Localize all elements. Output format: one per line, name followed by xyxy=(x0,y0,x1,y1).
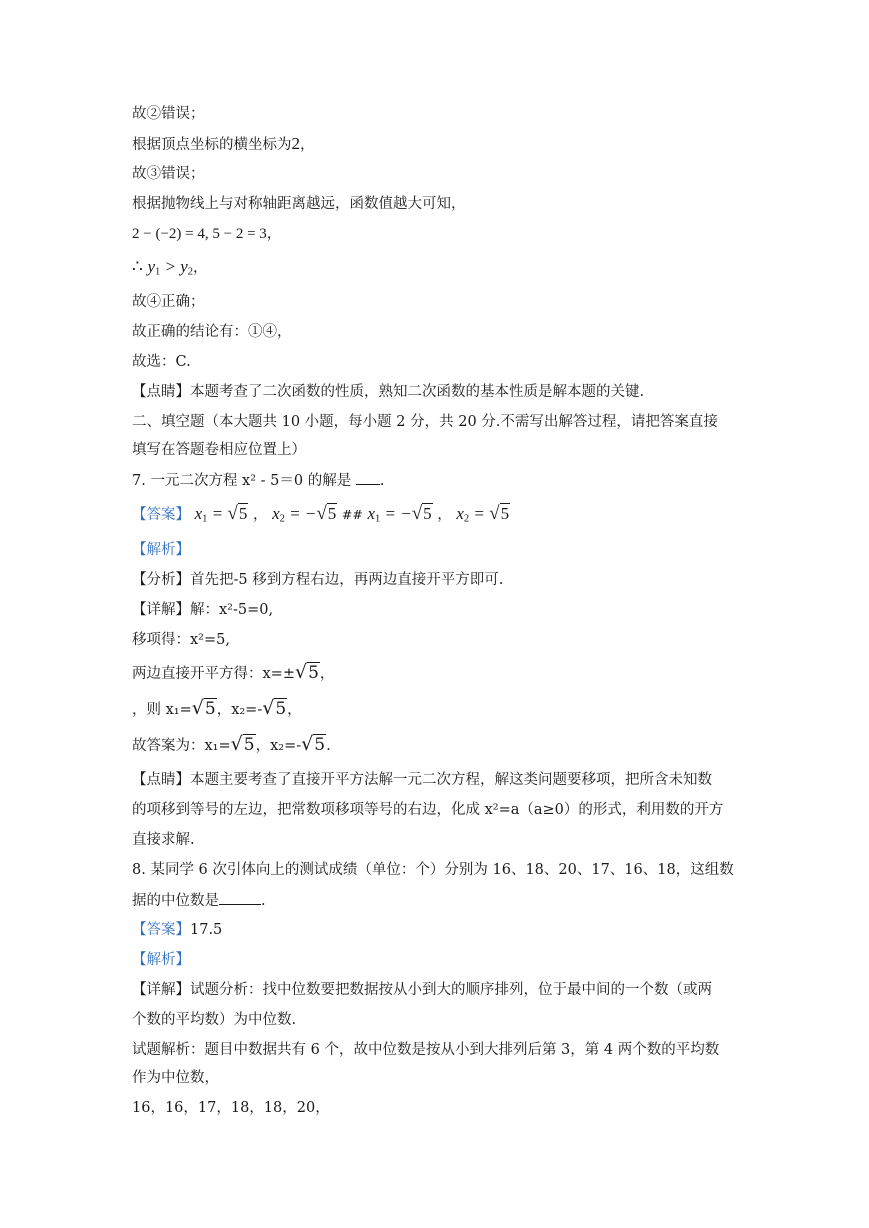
text-span: x₂=- xyxy=(270,738,302,754)
text-line: 二、填空题（本大题共 10 小题，每小题 2 分，共 20 分.不需写出解答过程，请把答案直接 xyxy=(132,414,718,430)
text-line: 直接求解. xyxy=(132,832,195,848)
section-label: 【详解】 xyxy=(132,602,190,618)
sqrt-expression: √5 xyxy=(191,697,216,719)
text-line: 的项移到等号的左边，把常数项移项等号的右边，化成 x²=a（a≥0）的形式，利用数的开方 xyxy=(132,802,724,818)
text-line xyxy=(132,224,281,244)
math-solution: $x_2 = √5$ xyxy=(456,503,510,525)
text-line xyxy=(132,570,503,590)
sqrt-radicand: 5 xyxy=(243,735,255,755)
text-span: ， xyxy=(319,666,335,682)
text-line: 故④正确； xyxy=(132,294,205,310)
sqrt-radicand: 5 xyxy=(500,504,510,523)
answer-blank xyxy=(219,890,261,905)
text-span: ， xyxy=(266,226,282,242)
text-line xyxy=(132,890,266,911)
text-line xyxy=(132,770,712,790)
text-span: 本题主要考查了直接开平方法解一元二次方程，解这类问题要移项，把所含未知数 xyxy=(190,772,712,788)
text-span: x₂=- xyxy=(231,702,263,718)
section-label: 【详解】 xyxy=(132,982,190,998)
text-span: 首先把-5 移到方程右边，再两边直接开平方即可. xyxy=(190,572,504,588)
text-span: . xyxy=(326,738,331,754)
text-line xyxy=(132,980,712,1000)
text-line xyxy=(132,134,315,155)
text-span: ，则 x₁= xyxy=(132,702,192,718)
math-solution: $x_1 = -√5$ xyxy=(367,503,432,525)
text-span: ， xyxy=(300,137,315,153)
sqrt-expression: √5 xyxy=(301,733,326,755)
text-line: 根据抛物线上与对称轴距离越远，函数值越大可知， xyxy=(132,196,466,212)
text-line: 个数的平均数）为中位数. xyxy=(132,1012,297,1028)
math-inequality: $y_1 > y_2$ xyxy=(147,257,194,278)
text-line xyxy=(132,257,208,283)
section-label: 【点睛】 xyxy=(132,772,190,788)
answer-7: 【答案】 $x_1 = √5$ ， $x_2 = -√5$ ## $x_1 = -√5$ ， $x_2 = √5$ xyxy=(132,503,510,525)
sqrt-radicand: 5 xyxy=(275,699,287,719)
sqrt-expression: √5 xyxy=(294,661,319,683)
answer-value: 17.5 xyxy=(190,922,223,938)
sqrt-radicand: 5 xyxy=(238,504,248,523)
sqrt-radicand: 5 xyxy=(204,699,216,719)
text-line xyxy=(132,600,273,620)
answer-blank xyxy=(356,470,380,485)
text-line xyxy=(132,734,331,756)
question-text: 7. 一元二次方程 x² - 5＝0 的解是 xyxy=(132,473,352,489)
sqrt-radicand: 5 xyxy=(327,504,337,523)
text-span: 据的中位数是 xyxy=(132,893,219,909)
text-line: 移项得：x²=5, xyxy=(132,632,230,648)
text-line xyxy=(132,662,334,684)
text-line xyxy=(132,698,302,720)
text-span: ， xyxy=(255,738,271,754)
analysis-label: 【解析】 xyxy=(132,542,190,558)
sqrt-radicand: 5 xyxy=(423,504,432,523)
text-span: 两边直接开平方得：x=± xyxy=(132,666,295,682)
text-line: 16，16，17，18，18，20， xyxy=(132,1100,330,1116)
section-label: 【分析】 xyxy=(132,572,190,588)
therefore-symbol: ∴ xyxy=(132,257,143,277)
sqrt-expression: √5 xyxy=(230,733,255,755)
section-label: 【点睛】 xyxy=(132,384,190,400)
text-span: 本题考查了二次函数的性质，熟知二次函数的基本性质是解本题的关键. xyxy=(190,384,645,400)
text-line: 试题解析：题目中数据共有 6 个，故中位数是按从小到大排列后第 3，第 4 两个数的平均数 xyxy=(132,1042,720,1058)
question-7 xyxy=(132,470,384,491)
answer-label: 【答案】 xyxy=(132,507,190,523)
sqrt-expression: √5 xyxy=(262,697,287,719)
math-solution: $x_1 = √5$ xyxy=(194,503,248,525)
answer-8 xyxy=(132,920,222,940)
text-span: 故答案为：x₁= xyxy=(132,738,231,754)
text-line: 故③错误； xyxy=(132,166,205,182)
text-line: 故正确的结论有：①④， xyxy=(132,324,292,340)
text-line: 故②错误； xyxy=(132,106,205,122)
math-expression: 2 − (−2) = 4, 5 − 2 = 3 xyxy=(132,226,267,242)
separator: ## xyxy=(341,507,363,522)
text-line: 填写在答题卷相应位置上） xyxy=(132,442,306,458)
text-line: 故选：C. xyxy=(132,354,191,370)
text-span: 解：x²-5=0, xyxy=(190,602,274,618)
analysis-label: 【解析】 xyxy=(132,952,190,968)
sqrt-radicand: 5 xyxy=(314,735,326,755)
text-span: ， xyxy=(216,702,232,718)
math-solution: $x_2 = -√5$ xyxy=(272,503,337,525)
math-value: 2 xyxy=(291,134,300,153)
text-span: ， xyxy=(193,260,208,276)
text-span: 根据顶点坐标的横坐标为 xyxy=(132,137,292,153)
answer-label: 【答案】 xyxy=(132,922,190,938)
text-span: 试题分析：找中位数要把数据按从小到大的顺序排列，位于最中间的一个数（或两 xyxy=(190,982,712,998)
text-span: . xyxy=(261,893,266,909)
text-span: ， xyxy=(287,702,302,718)
sqrt-radicand: 5 xyxy=(308,663,319,683)
text-line: 作为中位数， xyxy=(132,1070,219,1086)
text-span: . xyxy=(379,473,385,489)
question-8: 8. 某同学 6 次引体向上的测试成绩（单位：个）分别为 16、18、20、17、16、18，这组数 xyxy=(132,862,734,878)
text-line xyxy=(132,382,644,402)
